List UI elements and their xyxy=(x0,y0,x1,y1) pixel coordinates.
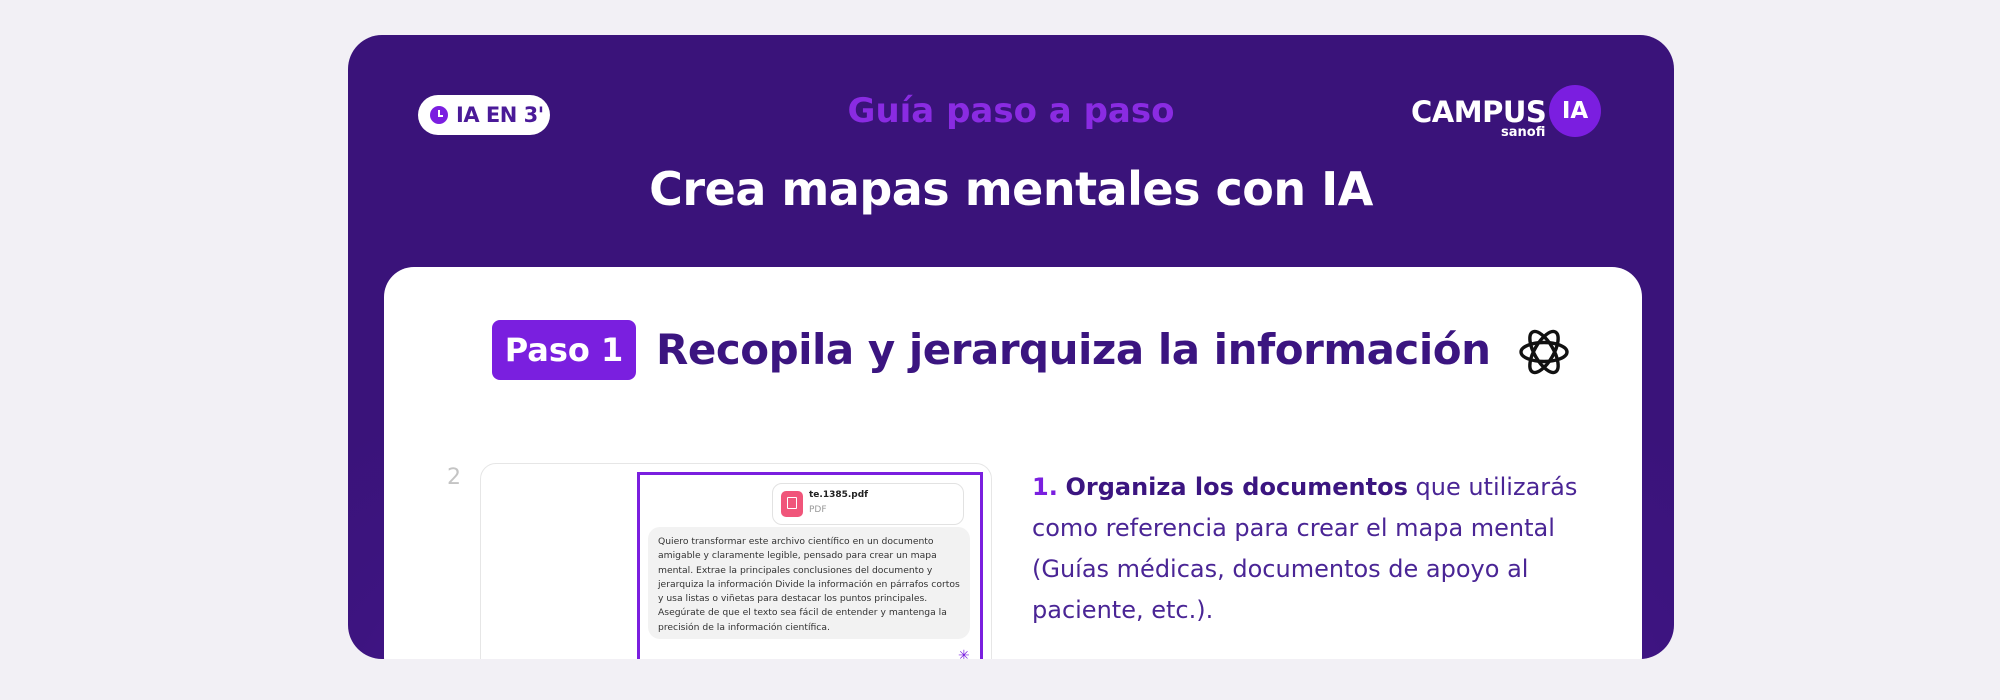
openai-icon xyxy=(1514,322,1574,382)
line-number: 2 xyxy=(447,465,461,490)
guide-subtitle: Guía paso a paso xyxy=(847,91,1175,131)
chat-screenshot xyxy=(480,463,992,659)
campus-ia-logo xyxy=(1411,85,1601,140)
brand-word: CAMPUS xyxy=(1411,95,1547,129)
instruction-number: 1. xyxy=(1032,473,1058,501)
file-type: PDF xyxy=(809,505,827,515)
prompt-message: Quiero transformar este archivo científico en un documento amigable y claramente legible, pensado para crear un mapa mental. Extrae la principales conclusiones del documento y jerarquiza la información Divide la información en párrafos cortos y usa listas o viñetas para destacar los puntos principales. Asegúrate de que el texto sea fácil de entender y mantenga la precisión de la información científica. xyxy=(648,527,970,639)
badge-label: IA EN 3' xyxy=(456,103,544,127)
pdf-file-icon xyxy=(781,491,803,517)
file-attachment xyxy=(772,483,964,525)
spark-icon: ✳ xyxy=(958,648,970,659)
page-title: Crea mapas mentales con IA xyxy=(649,162,1373,216)
step-panel xyxy=(384,267,1642,659)
step-title: Recopila y jerarquiza la información xyxy=(656,325,1491,374)
guide-card xyxy=(348,35,1674,659)
step-instruction xyxy=(1032,467,1592,631)
brand-ia-circle: IA xyxy=(1549,85,1601,137)
highlight-frame xyxy=(637,472,983,659)
instruction-bold: Organiza los documentos xyxy=(1065,473,1408,501)
step-badge: Paso 1 xyxy=(492,320,636,380)
brand-sub: sanofi xyxy=(1501,125,1546,140)
instruction-text: que utilizarás como referencia para crear el mapa mental (Guías médicas, documentos de apoyo al paciente, etc.). xyxy=(1032,473,1578,624)
file-name: te.1385.pdf xyxy=(809,490,869,500)
